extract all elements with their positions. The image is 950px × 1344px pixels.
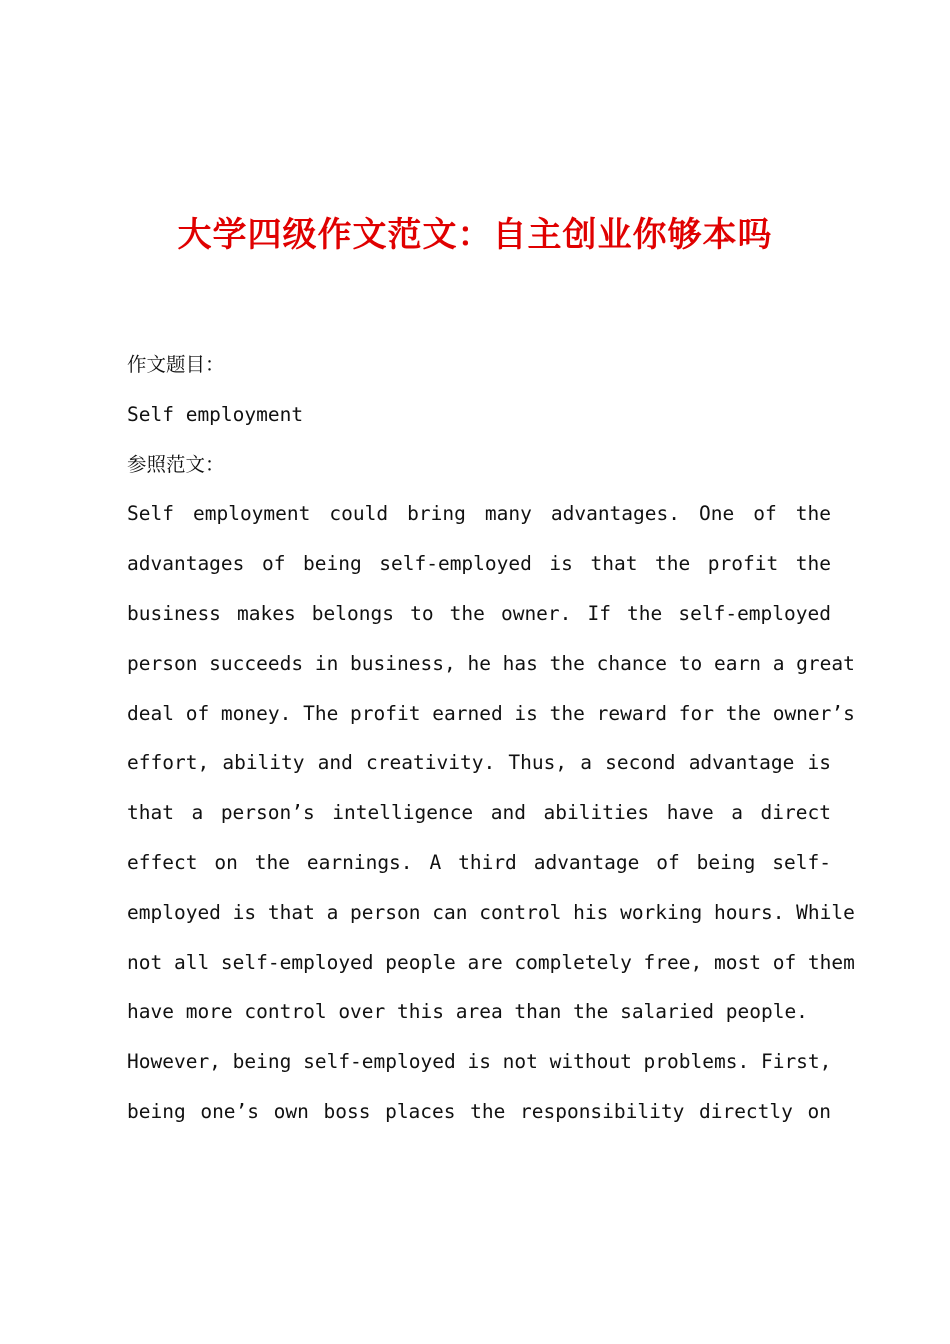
body-line: person succeeds in business, he has the chance to earn a great bbox=[127, 651, 855, 675]
body-line: However, being self-employed is not without problems. First, bbox=[127, 1050, 832, 1074]
body-line: have more control over this area than the salaried people. bbox=[127, 1000, 808, 1024]
body-line: that a person’s intelligence and abilities have a direct bbox=[127, 801, 831, 825]
body-line: business makes belongs to the owner. If the self-employed bbox=[127, 601, 831, 625]
body-line: Self employment bbox=[127, 402, 304, 426]
body-line: effect on the earnings. A third advantage of being self- bbox=[127, 850, 831, 874]
body-line: advantages of being self-employed is that the profit the bbox=[127, 552, 831, 576]
document-body bbox=[127, 340, 855, 1137]
body-line: deal of money. The profit earned is the reward for the owner’s bbox=[127, 701, 855, 725]
body-line: 参照范文： bbox=[127, 452, 225, 476]
body-line: Self employment could bring many advantages. One of the bbox=[127, 502, 831, 526]
body-line: being one’s own boss places the responsibility directly on bbox=[127, 1099, 831, 1123]
body-line: effort, ability and creativity. Thus, a second advantage is bbox=[127, 751, 831, 775]
document-title: 大学四级作文范文：自主创业你够本吗 bbox=[177, 215, 773, 255]
body-line: 作文题目： bbox=[127, 353, 225, 376]
body-line: employed is that a person can control his working hours. While bbox=[127, 900, 855, 924]
body-line: not all self-employed people are completely free, most of them bbox=[127, 950, 855, 974]
